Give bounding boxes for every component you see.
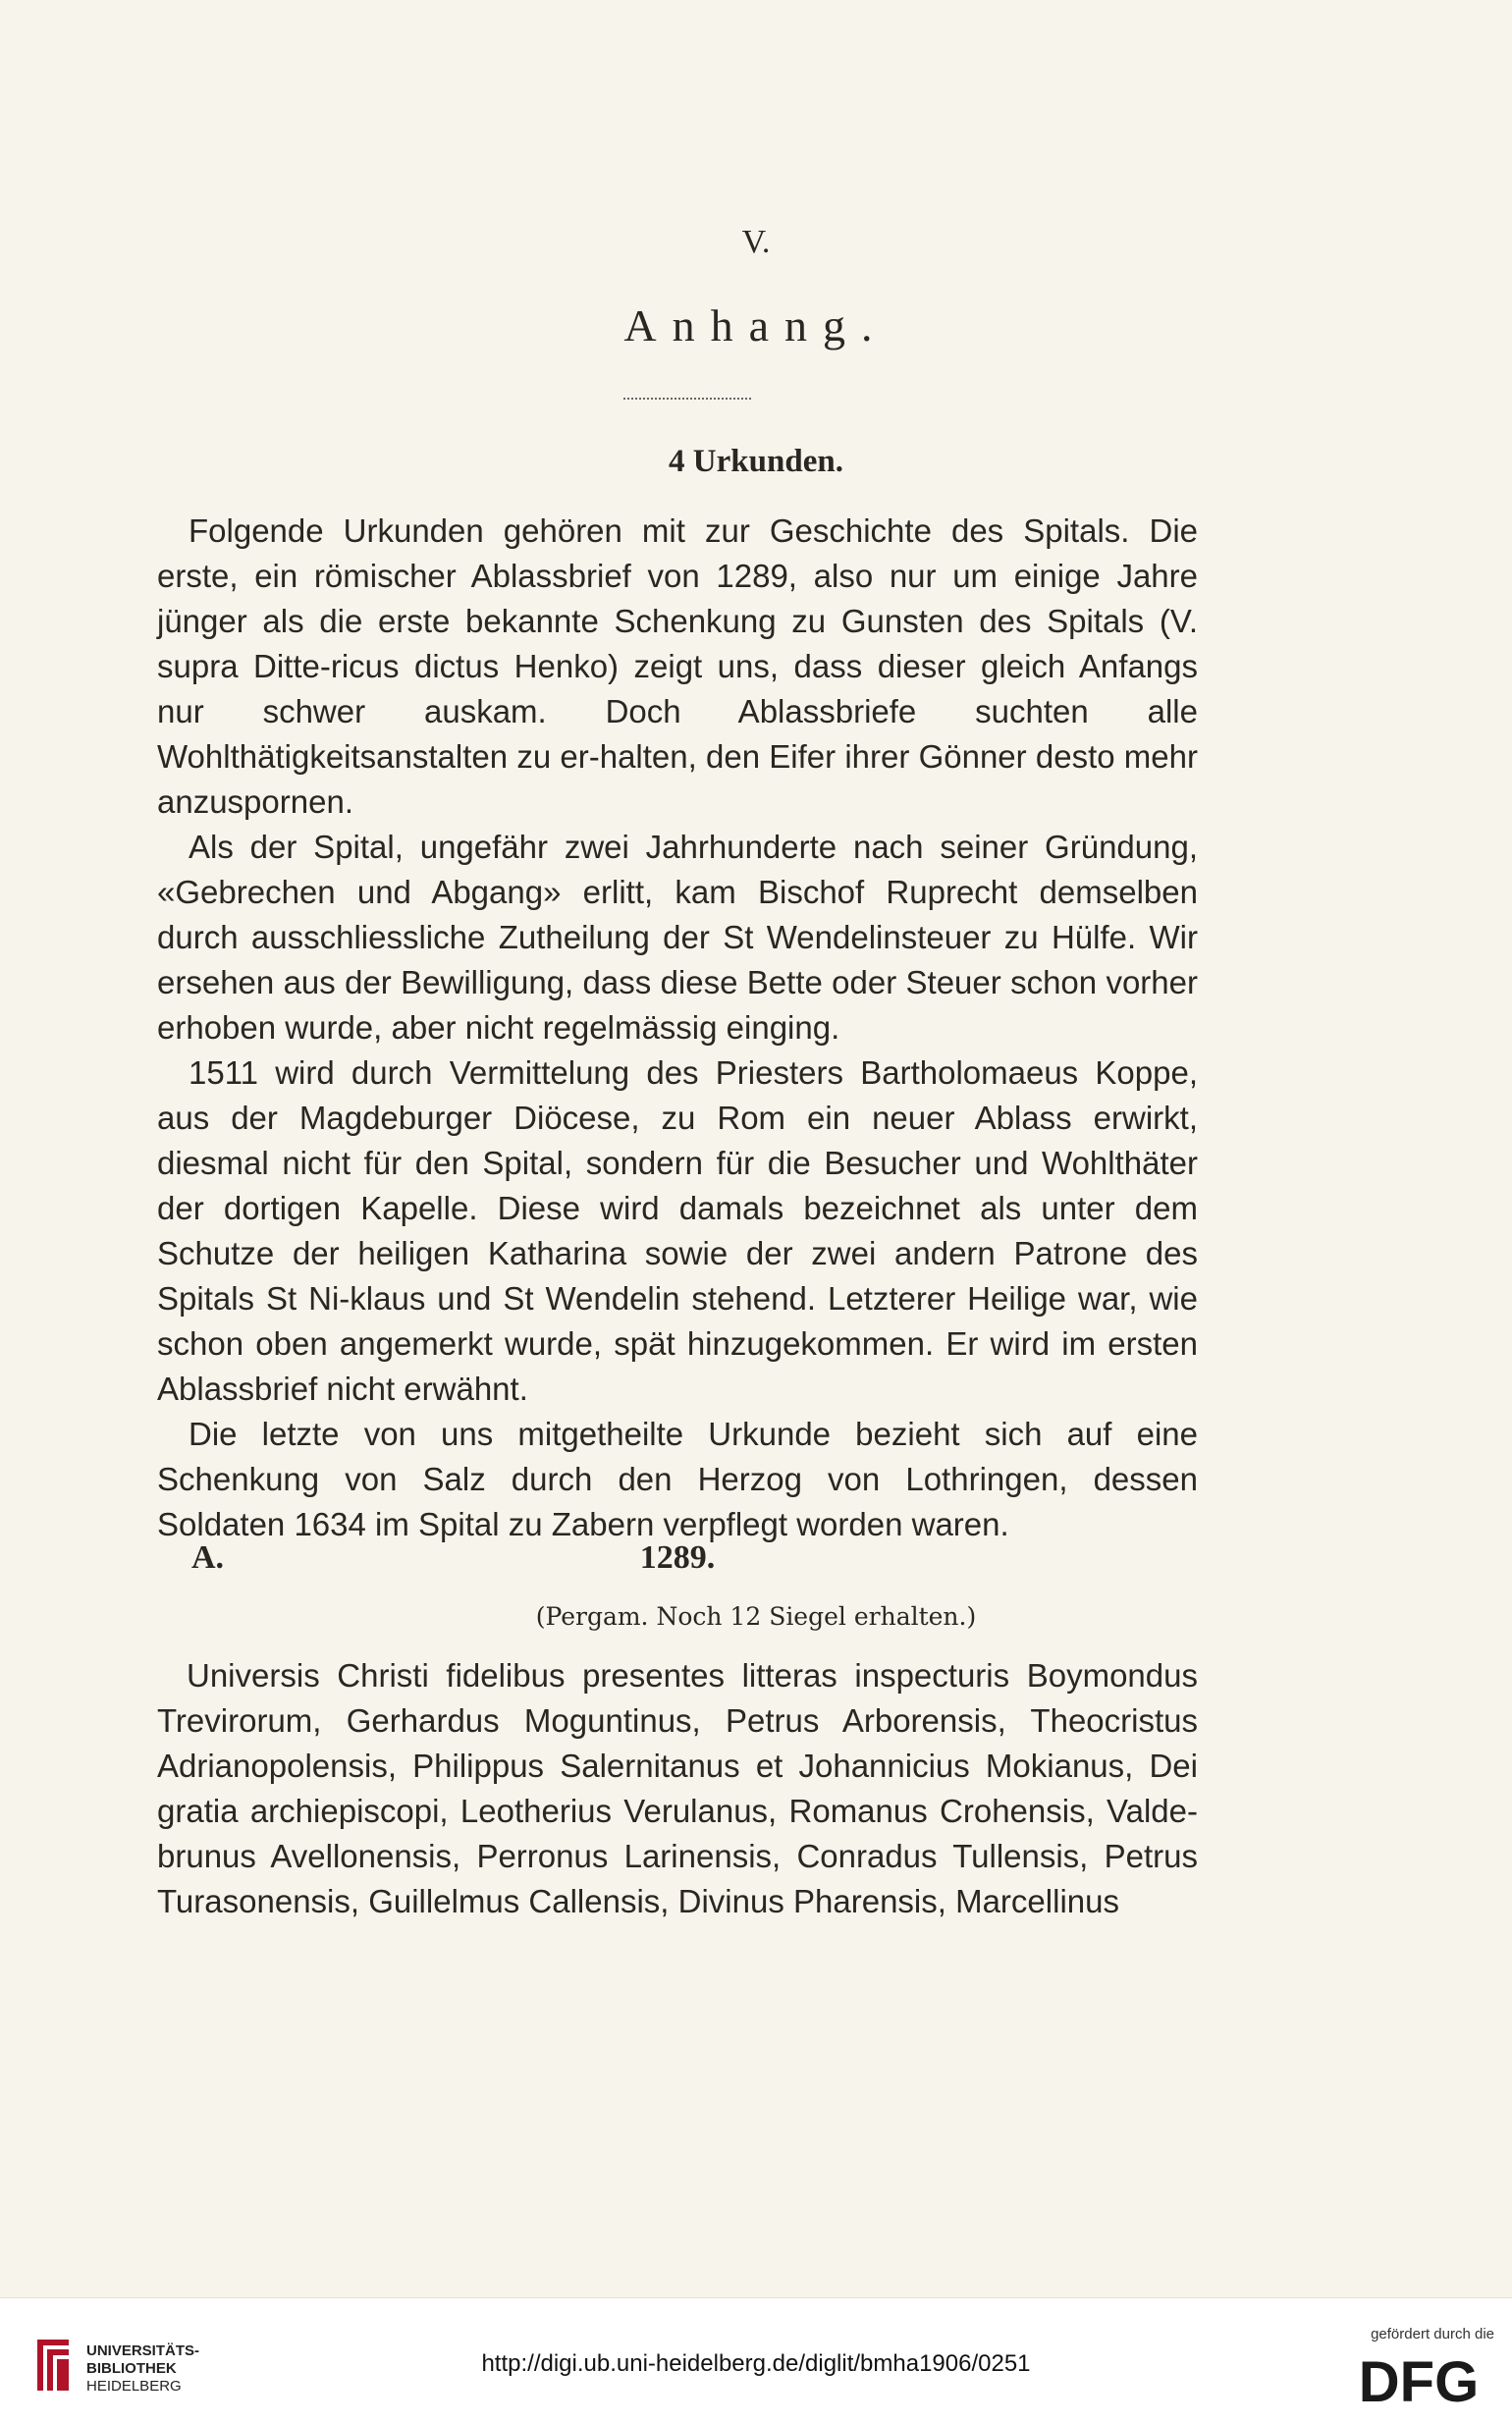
permalink[interactable]: http://digi.ub.uni-heidelberg.de/diglit/bmha1906/0251 [481, 2350, 1031, 2377]
funding-label: gefördert durch die [1371, 2326, 1494, 2342]
svg-text:DFG: DFG [1358, 2352, 1480, 2411]
document-letter: A. [191, 1539, 225, 1576]
section-heading: 4 Urkunden. [669, 444, 843, 479]
paragraph: Die letzte von uns mitgetheilte Urkunde bezieht sich auf eine Schenkung von Salz durch den Herzog von Lothringen, dessen Soldaten 1634 im Spital zu Zabern verpflegt worden waren. [157, 1416, 1198, 1542]
viewer-footer [0, 2297, 1512, 2423]
paragraph: 1511 wird durch Vermittelung des Priesters Bartholomaeus Koppe, aus der Magdeburger Diöcese, zu Rom ein neuer Ablass erwirkt, diesmal nicht für den Spital, sondern für die Besucher und Wohlthäter der dortigen Kapelle. Diese wird damals bezeichnet als unter dem Schutze der heiligen Katharina sowie der zwei andern Patrone des Spitals St Ni-klaus und St Wendelin stehend. Letzterer Heilige war, wie schon oben angemerkt wurde, spät hinzugekommen. Er wird im ersten Ablassbrief nicht erwähnt. [157, 1054, 1198, 1407]
document-text [157, 1653, 1198, 1924]
paragraph: Als der Spital, ungefähr zwei Jahrhunderte nach seiner Gründung, «Gebrechen und Abgang» erlitt, kam Bischof Ruprecht demselben durch ausschliessliche Zutheilung der St Wendelinsteuer zu Hülfe. Wir ersehen aus der Bewilligung, dass diese Bette oder Steuer schon vorher erhoben wurde, aber nicht regelmässig einging. [157, 829, 1198, 1046]
document-year: 1289. [639, 1539, 716, 1576]
document-note: (Pergam. Noch 12 Siegel erhalten.) [535, 1602, 977, 1631]
dfg-logo-icon [1345, 2352, 1492, 2411]
page-title: Anhang. [623, 300, 889, 350]
document-heading [157, 1539, 1198, 1588]
ornamental-rule [623, 398, 751, 400]
library-name: UNIVERSITÄTS- BIBLIOTHEK HEIDELBERG [86, 2342, 200, 2395]
intro-text [157, 509, 1198, 1547]
paragraph: Universis Christi fidelibus presentes litteras inspecturis Boymondus Trevirorum, Gerhardus Moguntinus, Petrus Arborensis, Theocristus Adrianopolensis, Philippus Salernitanus et Johannicius Mokianus, Dei gratia archiepiscopi, Leotherius Verulanus, Romanus Crohensis, Valde-brunus Avellonensis, Perronus Larinensis, Conradus Tullensis, Petrus Turasonensis, Guillelmus Callensis, Divinus Pharensis, Marcellinus [157, 1657, 1198, 1919]
paragraph: Folgende Urkunden gehören mit zur Geschichte des Spitals. Die erste, ein römischer Ablassbrief von 1289, also nur um einige Jahre jünger als die erste bekannte Schenkung zu Gunsten des Spitals (V. supra Ditte-ricus dictus Henko) zeigt uns, dass dieser gleich Anfangs nur schwer auskam. Doch Ablassbriefe suchten alle Wohlthätigkeitsanstalten zu er-halten, den Eifer ihrer Gönner desto mehr anzuspornen. [157, 512, 1198, 820]
chapter-number: V. [741, 224, 771, 260]
